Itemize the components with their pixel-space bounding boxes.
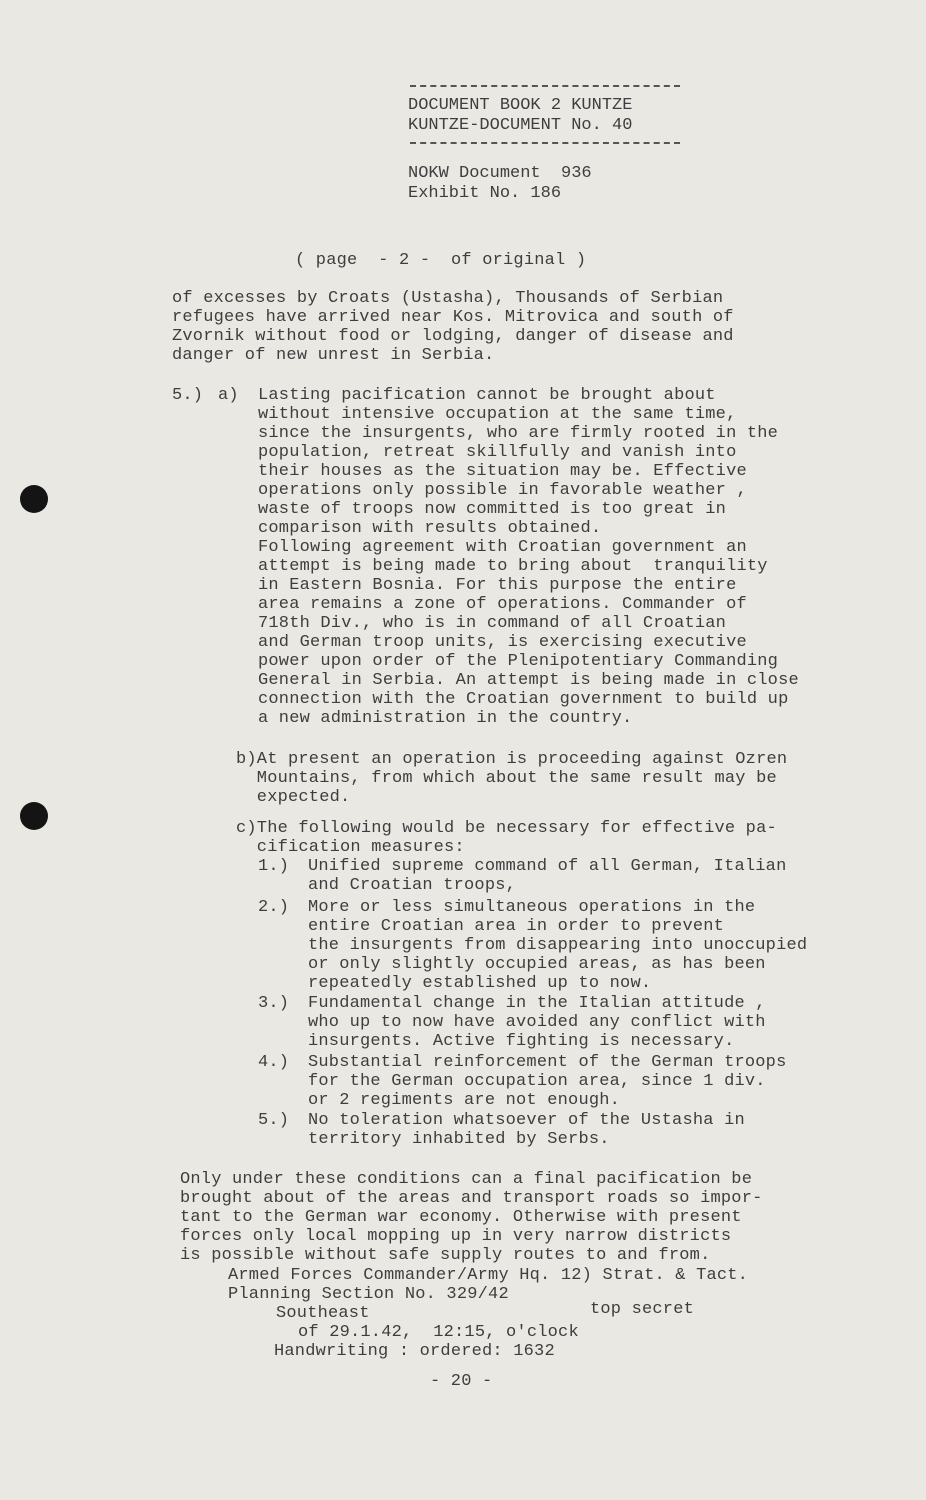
source-line-1: Armed Forces Commander/Army Hq. 12) Strat. & Tact.: [228, 1266, 749, 1285]
measure-number: 1.): [258, 857, 290, 876]
text-line: repeatedly established up to now.: [308, 974, 652, 993]
text-line: the insurgents from disappearing into unoccupied: [308, 936, 808, 955]
text-line: connection with the Croatian government to build up: [258, 690, 789, 709]
text-line: area remains a zone of operations. Commander of: [258, 595, 747, 614]
header-rule-bottom: [410, 142, 680, 144]
text-line: waste of troops now committed is too great in: [258, 500, 727, 519]
text-line: is possible without safe supply routes to and from.: [180, 1246, 711, 1265]
text-line: comparison with results obtained.: [258, 519, 602, 538]
text-line: who up to now have avoided any conflict with: [308, 1013, 766, 1032]
page-number: - 20 -: [430, 1372, 493, 1391]
text-line: expected.: [236, 788, 351, 807]
source-line-2: Planning Section No. 329/42: [228, 1285, 509, 1304]
text-line: Lasting pacification cannot be brought about: [258, 386, 716, 405]
text-line: operations only possible in favorable weather ,: [258, 481, 747, 500]
header-rule-top: [410, 85, 680, 87]
text-line: insurgents. Active fighting is necessary.: [308, 1032, 735, 1051]
text-line: Unified supreme command of all German, Italian: [308, 857, 787, 876]
text-line: Substantial reinforcement of the German troops: [308, 1053, 787, 1072]
text-line: or only slightly occupied areas, as has been: [308, 955, 766, 974]
text-line: tant to the German war economy. Otherwise with present: [180, 1208, 742, 1227]
text-line: for the German occupation area, since 1 div.: [308, 1072, 766, 1091]
source-line-3: Southeast: [276, 1304, 370, 1323]
text-line: in Eastern Bosnia. For this purpose the entire: [258, 576, 737, 595]
punch-hole-lower: [20, 802, 48, 830]
kuntze-document-line: KUNTZE-DOCUMENT No. 40: [408, 116, 633, 135]
nokw-document-line: NOKW Document 936: [408, 164, 592, 183]
text-line: and Croatian troops,: [308, 876, 517, 895]
text-line: since the insurgents, who are firmly rooted in the: [258, 424, 779, 443]
text-line: Only under these conditions can a final pacification be: [180, 1170, 753, 1189]
text-line: territory inhabited by Serbs.: [308, 1130, 610, 1149]
text-line: of excesses by Croats (Ustasha), Thousands of Serbian: [172, 289, 724, 308]
punch-hole-upper: [20, 485, 48, 513]
item-label-a: a): [218, 386, 239, 405]
text-line: power upon order of the Plenipotentiary Commanding: [258, 652, 779, 671]
text-line: refugees have arrived near Kos. Mitrovica and south of: [172, 308, 734, 327]
source-line-5: Handwriting : ordered: 1632: [274, 1342, 555, 1361]
section-number: 5.): [172, 386, 204, 405]
page-reference: ( page - 2 - of original ): [295, 251, 587, 270]
text-line: Mountains, from which about the same result may be: [236, 769, 777, 788]
text-line: attempt is being made to bring about tranquility: [258, 557, 768, 576]
source-line-4: of 29.1.42, 12:15, o'clock: [298, 1323, 579, 1342]
text-line: b)At present an operation is proceeding against Ozren: [236, 750, 788, 769]
text-line: c)The following would be necessary for effective pa-: [236, 819, 777, 838]
text-line: population, retreat skillfully and vanish into: [258, 443, 737, 462]
measure-number: 2.): [258, 898, 290, 917]
text-line: General in Serbia. An attempt is being made in close: [258, 671, 799, 690]
exhibit-line: Exhibit No. 186: [408, 184, 562, 203]
classification: top secret: [590, 1300, 695, 1319]
text-line: No toleration whatsoever of the Ustasha in: [308, 1111, 745, 1130]
text-line: Zvornik without food or lodging, danger of disease and: [172, 327, 734, 346]
measure-number: 4.): [258, 1053, 290, 1072]
measure-number: 5.): [258, 1111, 290, 1130]
text-line: entire Croatian area in order to prevent: [308, 917, 725, 936]
text-line: More or less simultaneous operations in the: [308, 898, 756, 917]
text-line: without intensive occupation at the same time,: [258, 405, 737, 424]
text-line: forces only local mopping up in very narrow districts: [180, 1227, 732, 1246]
text-line: and German troop units, is exercising executive: [258, 633, 747, 652]
text-line: brought about of the areas and transport roads so impor-: [180, 1189, 763, 1208]
text-line: cification measures:: [236, 838, 465, 857]
document-book-line: DOCUMENT BOOK 2 KUNTZE: [408, 96, 633, 115]
measure-number: 3.): [258, 994, 290, 1013]
text-line: Fundamental change in the Italian attitude ,: [308, 994, 766, 1013]
text-line: a new administration in the country.: [258, 709, 633, 728]
text-line: their houses as the situation may be. Effective: [258, 462, 747, 481]
text-line: or 2 regiments are not enough.: [308, 1091, 621, 1110]
text-line: 718th Div., who is in command of all Croatian: [258, 614, 727, 633]
text-line: danger of new unrest in Serbia.: [172, 346, 495, 365]
text-line: Following agreement with Croatian government an: [258, 538, 747, 557]
